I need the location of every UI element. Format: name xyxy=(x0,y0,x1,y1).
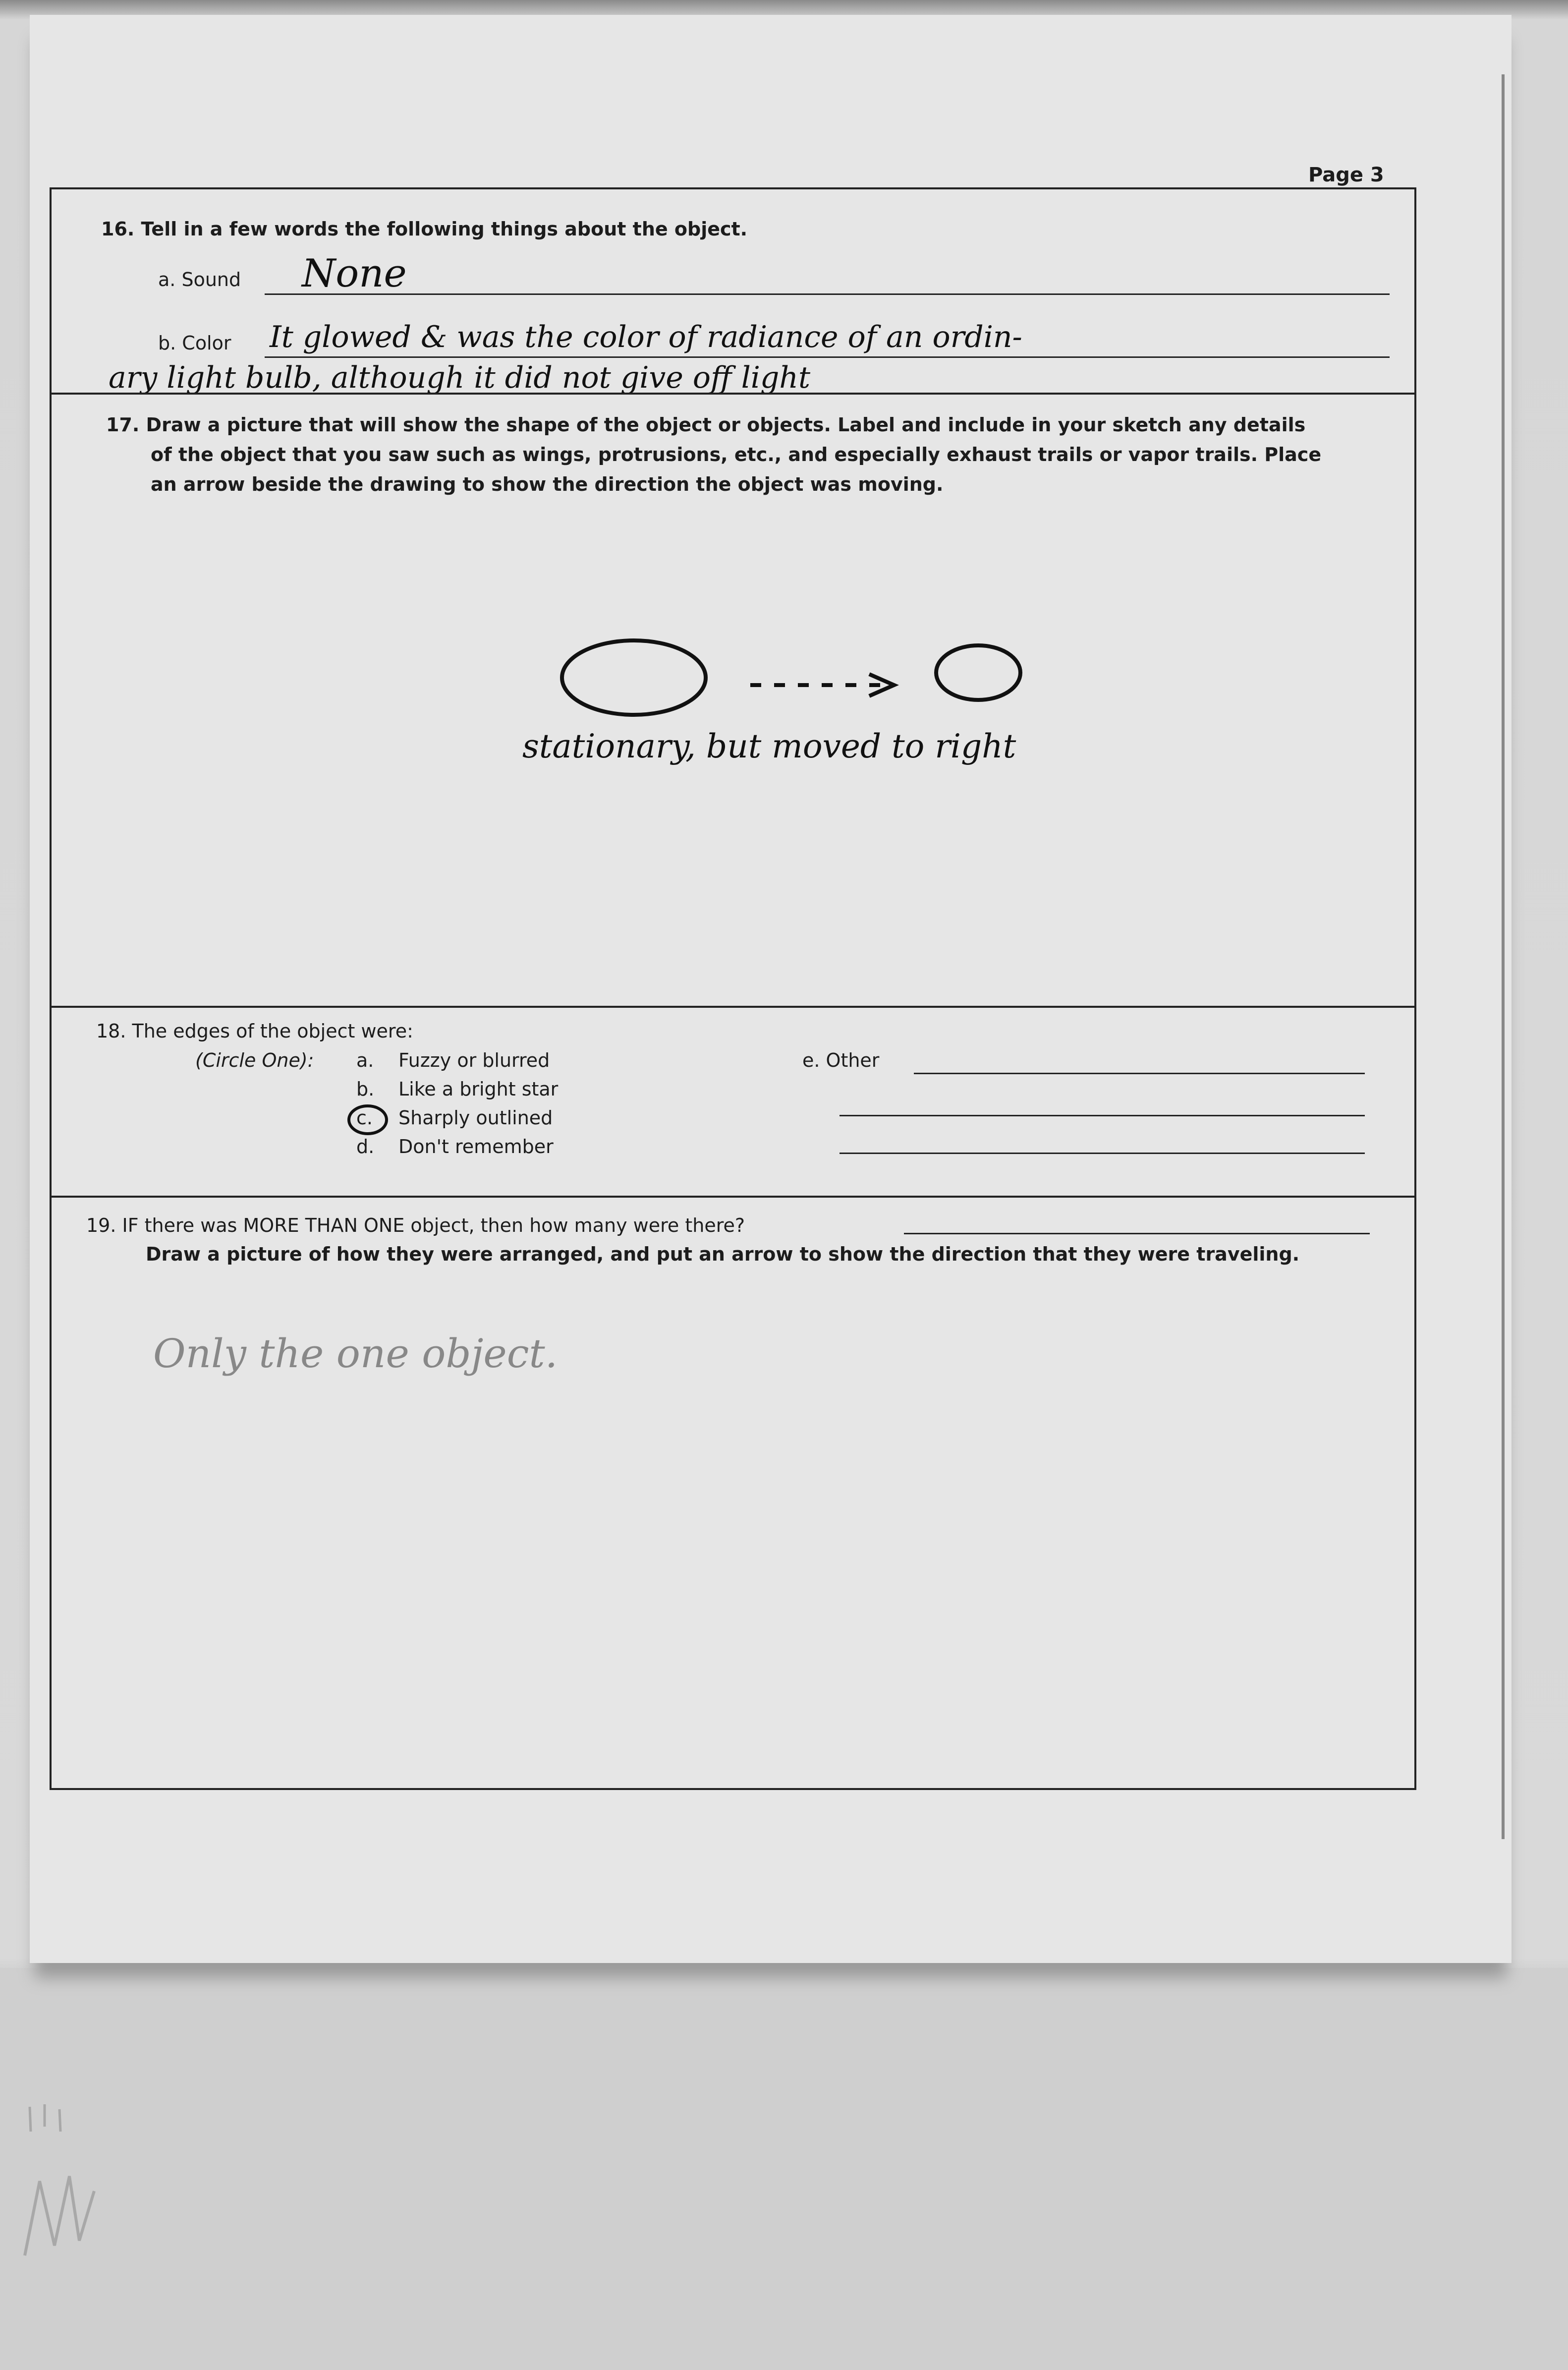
q18-other-line-1[interactable] xyxy=(914,1073,1365,1074)
page-number: Page 3 xyxy=(1308,164,1384,186)
q16-color-label: b. Color xyxy=(158,332,231,354)
q18-other-label: e. Other xyxy=(802,1049,880,1071)
q17-prompt-line1: 17. Draw a picture that will show the shape of the object or objects. Label and include in your sketch any details xyxy=(106,414,1306,436)
q18-option-b-letter: b. xyxy=(356,1078,375,1100)
q18-option-c-letter: c. xyxy=(356,1107,373,1129)
q18-instruction: (Circle One): xyxy=(195,1049,314,1071)
object-outline-start xyxy=(562,640,706,715)
q18-option-b-text[interactable]: Like a bright star xyxy=(398,1078,559,1100)
q16-sound-line xyxy=(265,293,1390,295)
q17-sketch-caption: stationary, but moved to right xyxy=(522,727,1016,765)
q18-option-d-letter: d. xyxy=(356,1136,375,1157)
q19-prompt-line2: Draw a picture of how they were arranged, and put an arrow to show the direction that they were traveling. xyxy=(146,1243,1300,1265)
q18-prompt: 18. The edges of the object were: xyxy=(96,1020,413,1042)
q16-prompt: 16. Tell in a few words the following things about the object. xyxy=(101,218,748,240)
q17-prompt-line2: of the object that you saw such as wings, protrusions, etc., and especially exhaust trails or vapor trails. Place xyxy=(151,444,1322,465)
q18-other-line-3[interactable] xyxy=(840,1153,1365,1154)
q19-prompt-line1: 19. IF there was MORE THAN ONE object, then how many were there? xyxy=(86,1214,745,1236)
q16-sound-label: a. Sound xyxy=(158,269,241,290)
q16-sound-answer: None xyxy=(302,251,407,296)
q18-divider xyxy=(52,1196,1414,1198)
page-edge-shadow xyxy=(1502,74,1505,1839)
q18-other-line-2[interactable] xyxy=(840,1115,1365,1116)
questionnaire-form xyxy=(50,187,1416,1790)
object-outline-end xyxy=(936,645,1020,700)
q18-option-c-text[interactable]: Sharply outlined xyxy=(398,1107,553,1129)
margin-pencil-marks xyxy=(10,2097,109,2260)
q16-color-answer-line1: It glowed & was the color of radiance of an ordin- xyxy=(270,320,1022,354)
object-sketch xyxy=(547,631,1142,730)
film-margin xyxy=(0,1968,1568,2370)
q16-divider xyxy=(52,393,1414,395)
q19-answer: Only the one object. xyxy=(153,1330,558,1377)
q18-selected-circle xyxy=(345,1102,390,1137)
q18-option-a-letter: a. xyxy=(356,1049,374,1071)
q18-option-d-text[interactable]: Don't remember xyxy=(398,1136,554,1157)
q16-color-answer-line2: ary light bulb, although it did not give off light xyxy=(109,360,811,395)
q19-count-line[interactable] xyxy=(904,1233,1370,1234)
q17-divider xyxy=(52,1006,1414,1008)
q18-option-a-text[interactable]: Fuzzy or blurred xyxy=(398,1049,550,1071)
q17-prompt-line3: an arrow beside the drawing to show the direction the object was moving. xyxy=(151,473,944,495)
q16-color-line-1 xyxy=(265,356,1390,358)
